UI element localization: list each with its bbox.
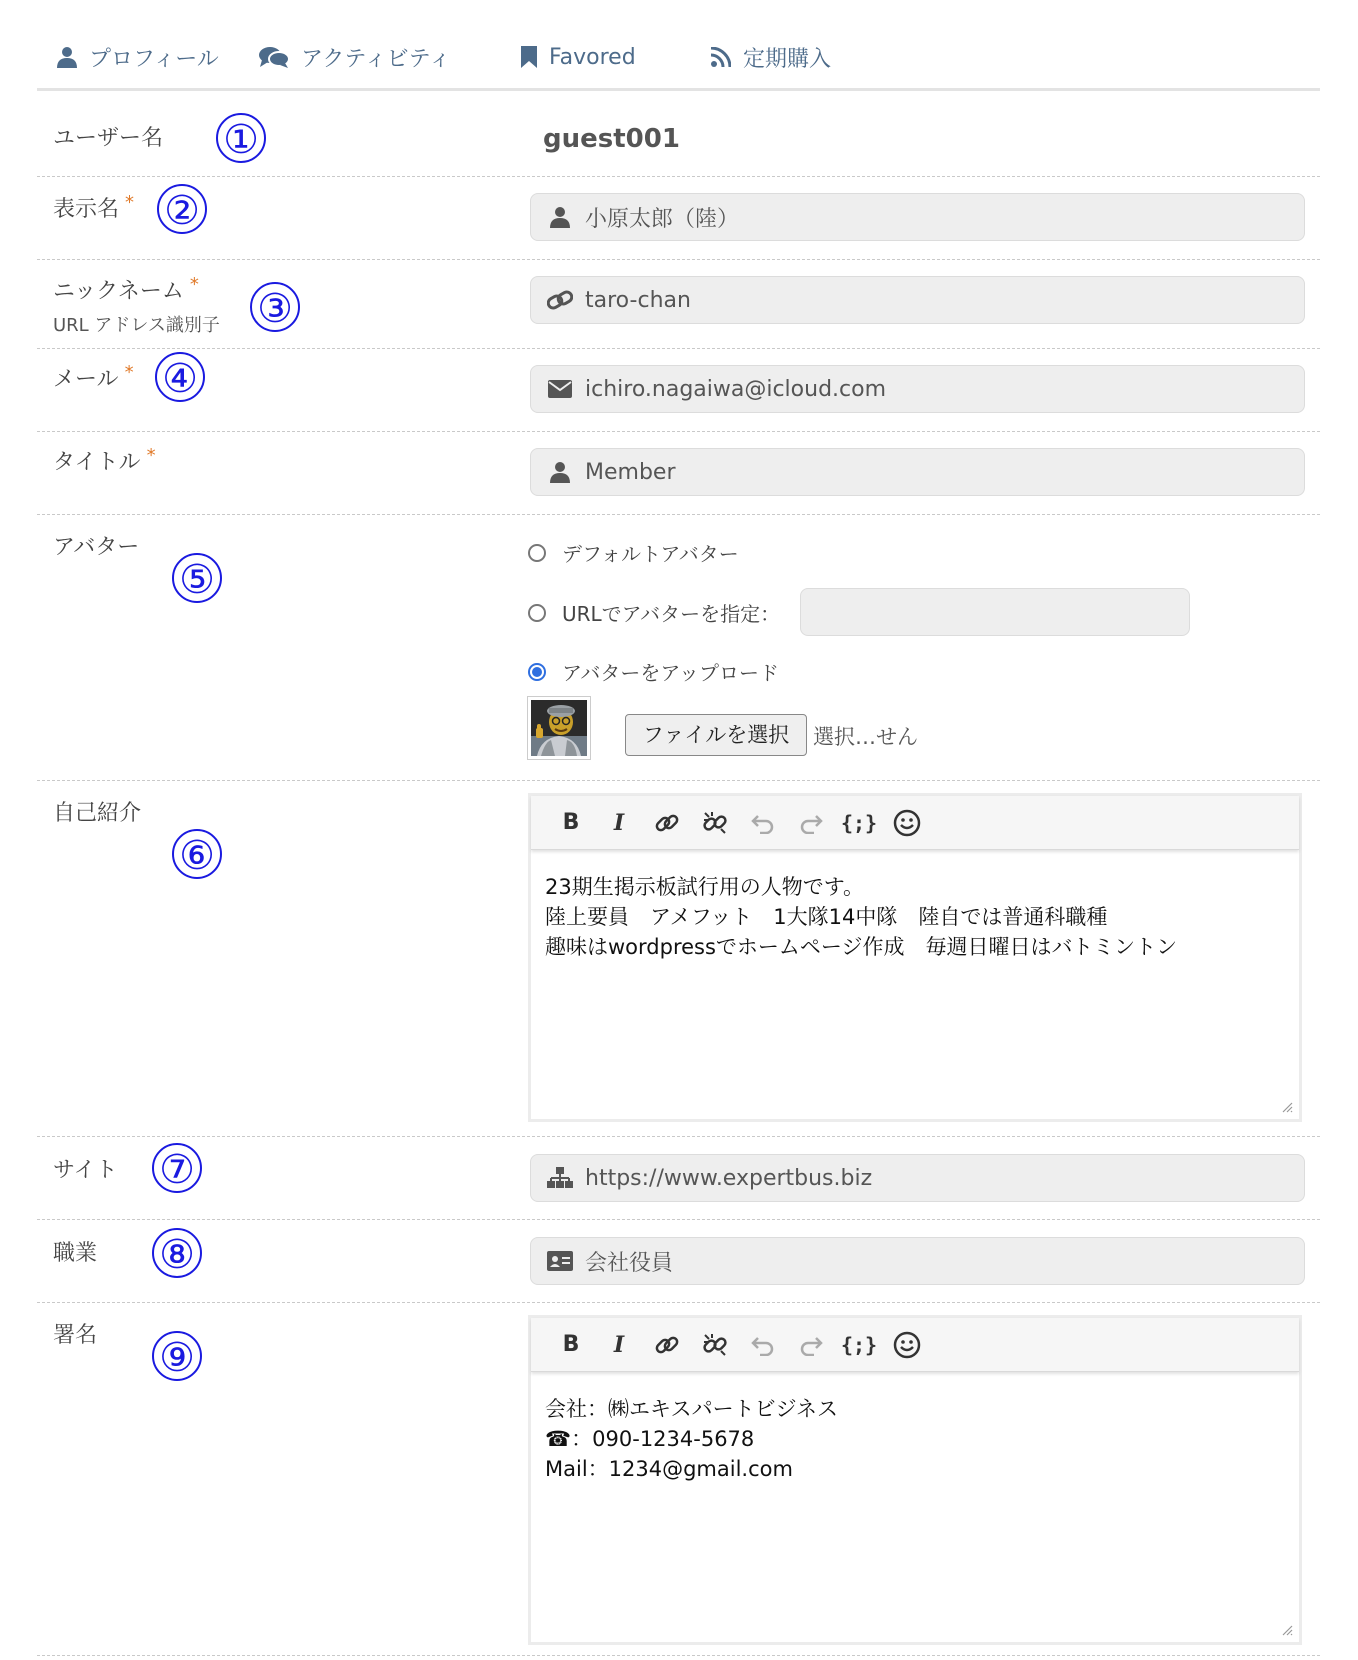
site-value: https://www.expertbus.biz	[585, 1165, 873, 1191]
row-divider	[37, 1136, 1320, 1137]
emoji-button[interactable]	[883, 1327, 931, 1363]
unlink-icon	[702, 810, 728, 836]
occupation-field[interactable]	[530, 1237, 1305, 1285]
display-name-value: 小原太郎（陸）	[585, 206, 740, 232]
redo-button[interactable]	[787, 805, 835, 841]
annotation-marker-5: ⑤	[172, 553, 222, 603]
bio-label: 自己紹介	[53, 801, 142, 826]
link-button[interactable]	[643, 805, 691, 841]
avatar-image	[531, 700, 587, 756]
required-mark: *	[146, 445, 156, 466]
tab-favored[interactable]	[521, 40, 636, 74]
row-divider	[37, 176, 1320, 177]
smiley-icon	[893, 1331, 921, 1359]
redo-icon	[798, 812, 824, 834]
nickname-sublabel: URL アドレス識別子	[53, 315, 220, 336]
resize-handle-icon[interactable]	[1281, 1624, 1293, 1636]
annotation-marker-7: ⑦	[152, 1143, 202, 1193]
row-divider	[37, 1655, 1320, 1656]
undo-button[interactable]	[739, 1327, 787, 1363]
radio-button[interactable]	[528, 544, 546, 562]
undo-icon	[750, 1334, 776, 1356]
user-icon	[550, 206, 570, 228]
avatar-label: アバター	[53, 535, 140, 560]
nickname-label: ニックネーム *	[53, 274, 199, 304]
signature-line: 会社：㈱エキスパートビジネス	[545, 1397, 838, 1421]
email-label: メール *	[53, 362, 134, 392]
envelope-icon	[548, 380, 572, 398]
tab-label: アクティビティ	[301, 46, 451, 72]
row-divider	[37, 348, 1320, 349]
username-label: ユーザー名	[53, 126, 164, 151]
link-button[interactable]	[643, 1327, 691, 1363]
tab-label: Favored	[549, 44, 636, 70]
option-label: デフォルトアバター	[562, 542, 739, 566]
link-icon	[547, 289, 573, 311]
radio-button-checked[interactable]	[528, 663, 546, 681]
occupation-value: 会社役員	[585, 1250, 674, 1276]
comments-icon	[259, 46, 289, 68]
annotation-marker-3: ③	[250, 282, 300, 332]
annotation-marker-9: ⑨	[152, 1331, 202, 1381]
radio-button[interactable]	[528, 604, 546, 622]
link-icon	[654, 1332, 680, 1358]
annotation-marker-1: ①	[216, 113, 266, 163]
tab-activity[interactable]	[259, 40, 451, 74]
signature-line: Mail：1234@gmail.com	[545, 1457, 793, 1481]
title-field[interactable]	[530, 448, 1305, 496]
username-value: guest001	[543, 124, 680, 154]
profile-tabs	[37, 0, 1320, 91]
tab-divider	[687, 78, 690, 88]
smiley-icon	[893, 809, 921, 837]
code-button[interactable]: {;}	[840, 1332, 878, 1357]
bold-button[interactable]: B	[562, 1332, 580, 1357]
italic-button[interactable]: I	[613, 809, 625, 836]
site-label: サイト	[53, 1158, 118, 1183]
display-name-label: 表示名 *	[53, 192, 135, 222]
signature-line: ☎：090-1234-5678	[545, 1427, 755, 1451]
redo-icon	[798, 1334, 824, 1356]
site-field[interactable]	[530, 1154, 1305, 1202]
code-button[interactable]: {;}	[840, 810, 878, 835]
tab-divider	[880, 78, 883, 88]
signature-content[interactable]	[531, 1372, 1299, 1506]
nickname-field[interactable]	[530, 276, 1305, 324]
email-field[interactable]	[530, 365, 1305, 413]
file-status-text: 選択…せん	[813, 725, 918, 749]
bio-line: 陸上要員 アメフット 1大隊14中隊 陸自では普通科職種	[545, 905, 1108, 929]
bio-editor[interactable]	[528, 793, 1302, 1122]
title-label: タイトル *	[53, 445, 156, 475]
rss-icon	[711, 47, 731, 67]
link-icon	[654, 810, 680, 836]
display-name-field[interactable]	[530, 193, 1305, 241]
tab-profile[interactable]	[57, 40, 219, 74]
tab-label: プロフィール	[89, 46, 219, 72]
bio-line: 趣味はwordpressでホームページ作成 毎週日曜日はバトミントン	[545, 935, 1178, 959]
avatar-option-default[interactable]	[528, 538, 739, 567]
bio-line: 23期生掲示板試行用の人物です。	[545, 875, 865, 899]
avatar-thumbnail	[527, 696, 591, 760]
row-divider	[37, 259, 1320, 260]
avatar-option-upload[interactable]	[528, 657, 779, 686]
row-divider	[37, 780, 1320, 781]
emoji-button[interactable]	[883, 805, 931, 841]
unlink-icon	[702, 1332, 728, 1358]
redo-button[interactable]	[787, 1327, 835, 1363]
tab-subscriptions[interactable]	[711, 40, 831, 74]
avatar-url-input[interactable]	[800, 588, 1190, 636]
annotation-marker-6: ⑥	[172, 829, 222, 879]
annotation-marker-8: ⑧	[152, 1228, 202, 1278]
editor-toolbar	[531, 796, 1299, 850]
resize-handle-icon[interactable]	[1281, 1101, 1293, 1113]
choose-file-button[interactable]: ファイルを選択	[625, 714, 807, 756]
user-icon	[57, 46, 77, 68]
annotation-marker-4: ④	[155, 352, 205, 402]
required-mark: *	[125, 192, 135, 213]
unlink-button[interactable]	[691, 1327, 739, 1363]
tab-divider	[247, 78, 250, 88]
email-value: ichiro.nagaiwa@icloud.com	[585, 376, 887, 402]
bold-button[interactable]: B	[562, 810, 580, 835]
option-label: URLでアバターを指定：	[562, 602, 781, 626]
editor-toolbar	[531, 1318, 1299, 1372]
row-divider	[37, 1302, 1320, 1303]
annotation-marker-2: ②	[157, 184, 207, 234]
signature-label: 署名	[53, 1323, 98, 1348]
undo-button[interactable]	[739, 805, 787, 841]
required-mark: *	[124, 362, 134, 383]
row-divider	[37, 514, 1320, 515]
signature-editor[interactable]	[528, 1315, 1302, 1645]
unlink-button[interactable]	[691, 805, 739, 841]
row-divider	[37, 431, 1320, 432]
occupation-label: 職業	[53, 1241, 98, 1266]
tab-divider	[493, 78, 496, 88]
italic-button[interactable]: I	[613, 1331, 625, 1358]
id-card-icon	[547, 1251, 573, 1271]
user-icon	[550, 461, 570, 483]
avatar-option-url[interactable]	[528, 598, 780, 627]
sitemap-icon	[547, 1167, 573, 1189]
bookmark-icon	[521, 46, 537, 68]
required-mark: *	[189, 274, 199, 295]
option-label: アバターをアップロード	[562, 661, 779, 685]
bio-content[interactable]	[531, 850, 1299, 984]
tab-label: 定期購入	[743, 46, 832, 72]
undo-icon	[750, 812, 776, 834]
row-divider	[37, 1219, 1320, 1220]
title-value: Member	[585, 459, 676, 485]
nickname-value: taro-chan	[585, 287, 691, 313]
